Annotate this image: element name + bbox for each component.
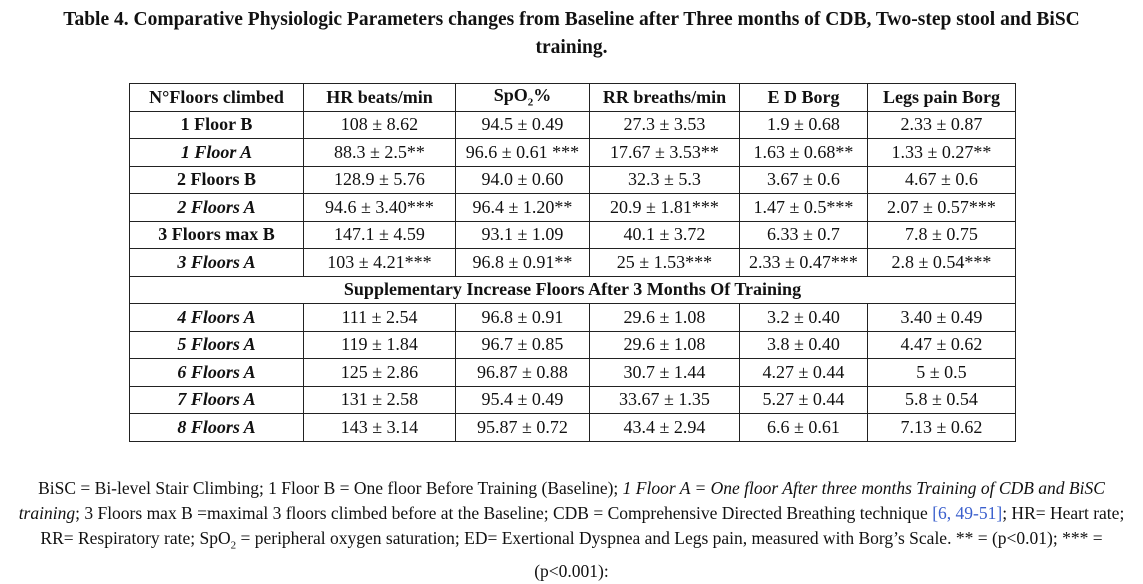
cell-rr: 40.1 ± 3.72 bbox=[590, 221, 740, 249]
cell-rr: 33.67 ± 1.35 bbox=[590, 386, 740, 414]
header-spo2-sub: 2 bbox=[527, 97, 534, 110]
cell-floor: 2 Floors A bbox=[130, 194, 304, 222]
table-row bbox=[130, 139, 1016, 167]
cell-hr: 128.9 ± 5.76 bbox=[304, 166, 456, 194]
cell-floor: 4 Floors A bbox=[130, 304, 304, 332]
physiologic-parameters-table bbox=[129, 83, 1016, 442]
section-row bbox=[130, 276, 1016, 304]
table-title bbox=[0, 6, 1143, 62]
table-row bbox=[130, 331, 1016, 359]
cell-legs: 4.47 ± 0.62 bbox=[868, 331, 1016, 359]
cell-spo2: 96.8 ± 0.91 bbox=[456, 304, 590, 332]
cell-hr: 108 ± 8.62 bbox=[304, 111, 456, 139]
table-row bbox=[130, 304, 1016, 332]
cell-rr: 30.7 ± 1.44 bbox=[590, 359, 740, 387]
cell-hr: 94.6 ± 3.40*** bbox=[304, 194, 456, 222]
footnote-reference-link[interactable]: [6, 49-51] bbox=[932, 503, 1003, 523]
cell-spo2: 94.5 ± 0.49 bbox=[456, 111, 590, 139]
footnote-sub: 2 bbox=[230, 539, 237, 552]
table-footnote bbox=[12, 476, 1131, 584]
title-line-2: training. bbox=[535, 37, 608, 58]
cell-ed: 3.8 ± 0.40 bbox=[740, 331, 868, 359]
header-legs: Legs pain Borg bbox=[868, 84, 1016, 112]
table-row bbox=[130, 194, 1016, 222]
cell-hr: 88.3 ± 2.5** bbox=[304, 139, 456, 167]
cell-legs: 1.33 ± 0.27** bbox=[868, 139, 1016, 167]
table-row bbox=[130, 414, 1016, 442]
cell-hr: 111 ± 2.54 bbox=[304, 304, 456, 332]
cell-legs: 7.8 ± 0.75 bbox=[868, 221, 1016, 249]
footnote-part-1: BiSC = Bi-level Stair Climbing; 1 Floor B = One floor Before Training (Baseline); bbox=[38, 478, 623, 498]
cell-spo2: 96.6 ± 0.61 *** bbox=[456, 139, 590, 167]
cell-rr: 27.3 ± 3.53 bbox=[590, 111, 740, 139]
header-spo2 bbox=[456, 84, 590, 112]
table-row bbox=[130, 359, 1016, 387]
table-row bbox=[130, 111, 1016, 139]
cell-hr: 125 ± 2.86 bbox=[304, 359, 456, 387]
cell-ed: 5.27 ± 0.44 bbox=[740, 386, 868, 414]
cell-spo2: 95.4 ± 0.49 bbox=[456, 386, 590, 414]
cell-spo2: 94.0 ± 0.60 bbox=[456, 166, 590, 194]
cell-rr: 17.67 ± 3.53** bbox=[590, 139, 740, 167]
header-spo2-main: SpO bbox=[493, 85, 528, 106]
cell-ed: 3.2 ± 0.40 bbox=[740, 304, 868, 332]
cell-floor: 5 Floors A bbox=[130, 331, 304, 359]
footnote-part-4: ; HR= Heart rate; RR= Respiratory rate; SpO bbox=[40, 503, 1125, 548]
header-spo2-unit: % bbox=[533, 85, 552, 106]
cell-legs: 5.8 ± 0.54 bbox=[868, 386, 1016, 414]
header-floors: N°Floors climbed bbox=[130, 84, 304, 112]
table-row bbox=[130, 166, 1016, 194]
cell-spo2: 96.4 ± 1.20** bbox=[456, 194, 590, 222]
cell-legs: 2.07 ± 0.57*** bbox=[868, 194, 1016, 222]
cell-floor: 6 Floors A bbox=[130, 359, 304, 387]
cell-rr: 25 ± 1.53*** bbox=[590, 249, 740, 277]
title-line-1: Table 4. Comparative Physiologic Parameters changes from Baseline after Three months of CDB, Two-step stool and BiSC bbox=[63, 9, 1080, 30]
footnote-part-2: 1 Floor A = One floor After three months Training of CDB and BiSC training bbox=[18, 478, 1105, 523]
cell-rr: 20.9 ± 1.81*** bbox=[590, 194, 740, 222]
cell-legs: 3.40 ± 0.49 bbox=[868, 304, 1016, 332]
cell-rr: 29.6 ± 1.08 bbox=[590, 331, 740, 359]
cell-rr: 29.6 ± 1.08 bbox=[590, 304, 740, 332]
cell-spo2: 96.87 ± 0.88 bbox=[456, 359, 590, 387]
cell-floor: 7 Floors A bbox=[130, 386, 304, 414]
cell-spo2: 96.8 ± 0.91** bbox=[456, 249, 590, 277]
cell-legs: 2.8 ± 0.54*** bbox=[868, 249, 1016, 277]
cell-floor: 3 Floors max B bbox=[130, 221, 304, 249]
cell-ed: 6.6 ± 0.61 bbox=[740, 414, 868, 442]
cell-spo2: 93.1 ± 1.09 bbox=[456, 221, 590, 249]
section-label: Supplementary Increase Floors After 3 Months Of Training bbox=[130, 276, 1016, 304]
cell-hr: 119 ± 1.84 bbox=[304, 331, 456, 359]
cell-legs: 4.67 ± 0.6 bbox=[868, 166, 1016, 194]
header-row bbox=[130, 84, 1016, 112]
cell-floor: 1 Floor B bbox=[130, 111, 304, 139]
cell-ed: 1.63 ± 0.68** bbox=[740, 139, 868, 167]
cell-ed: 6.33 ± 0.7 bbox=[740, 221, 868, 249]
table-row bbox=[130, 249, 1016, 277]
cell-ed: 4.27 ± 0.44 bbox=[740, 359, 868, 387]
cell-rr: 32.3 ± 5.3 bbox=[590, 166, 740, 194]
cell-spo2: 96.7 ± 0.85 bbox=[456, 331, 590, 359]
cell-legs: 5 ± 0.5 bbox=[868, 359, 1016, 387]
header-ed: E D Borg bbox=[740, 84, 868, 112]
table-row bbox=[130, 386, 1016, 414]
cell-ed: 2.33 ± 0.47*** bbox=[740, 249, 868, 277]
cell-rr: 43.4 ± 2.94 bbox=[590, 414, 740, 442]
cell-floor: 3 Floors A bbox=[130, 249, 304, 277]
cell-floor: 8 Floors A bbox=[130, 414, 304, 442]
cell-ed: 1.47 ± 0.5*** bbox=[740, 194, 868, 222]
footnote-part-3: ; 3 Floors max B =maximal 3 floors climbed before at the Baseline; CDB = Comprehensive Directed Breathing technique bbox=[75, 503, 933, 523]
cell-spo2: 95.87 ± 0.72 bbox=[456, 414, 590, 442]
header-hr: HR beats/min bbox=[304, 84, 456, 112]
cell-legs: 2.33 ± 0.87 bbox=[868, 111, 1016, 139]
cell-floor: 2 Floors B bbox=[130, 166, 304, 194]
cell-ed: 3.67 ± 0.6 bbox=[740, 166, 868, 194]
cell-legs: 7.13 ± 0.62 bbox=[868, 414, 1016, 442]
cell-hr: 131 ± 2.58 bbox=[304, 386, 456, 414]
header-rr: RR breaths/min bbox=[590, 84, 740, 112]
cell-hr: 103 ± 4.21*** bbox=[304, 249, 456, 277]
cell-hr: 147.1 ± 4.59 bbox=[304, 221, 456, 249]
cell-floor: 1 Floor A bbox=[130, 139, 304, 167]
cell-hr: 143 ± 3.14 bbox=[304, 414, 456, 442]
table-row bbox=[130, 221, 1016, 249]
footnote-part-5: = peripheral oxygen saturation; ED= Exertional Dyspnea and Legs pain, measured with Borg’s Scale. ** = (p<0.01); *** = (p<0.001): bbox=[236, 528, 1103, 581]
cell-ed: 1.9 ± 0.68 bbox=[740, 111, 868, 139]
